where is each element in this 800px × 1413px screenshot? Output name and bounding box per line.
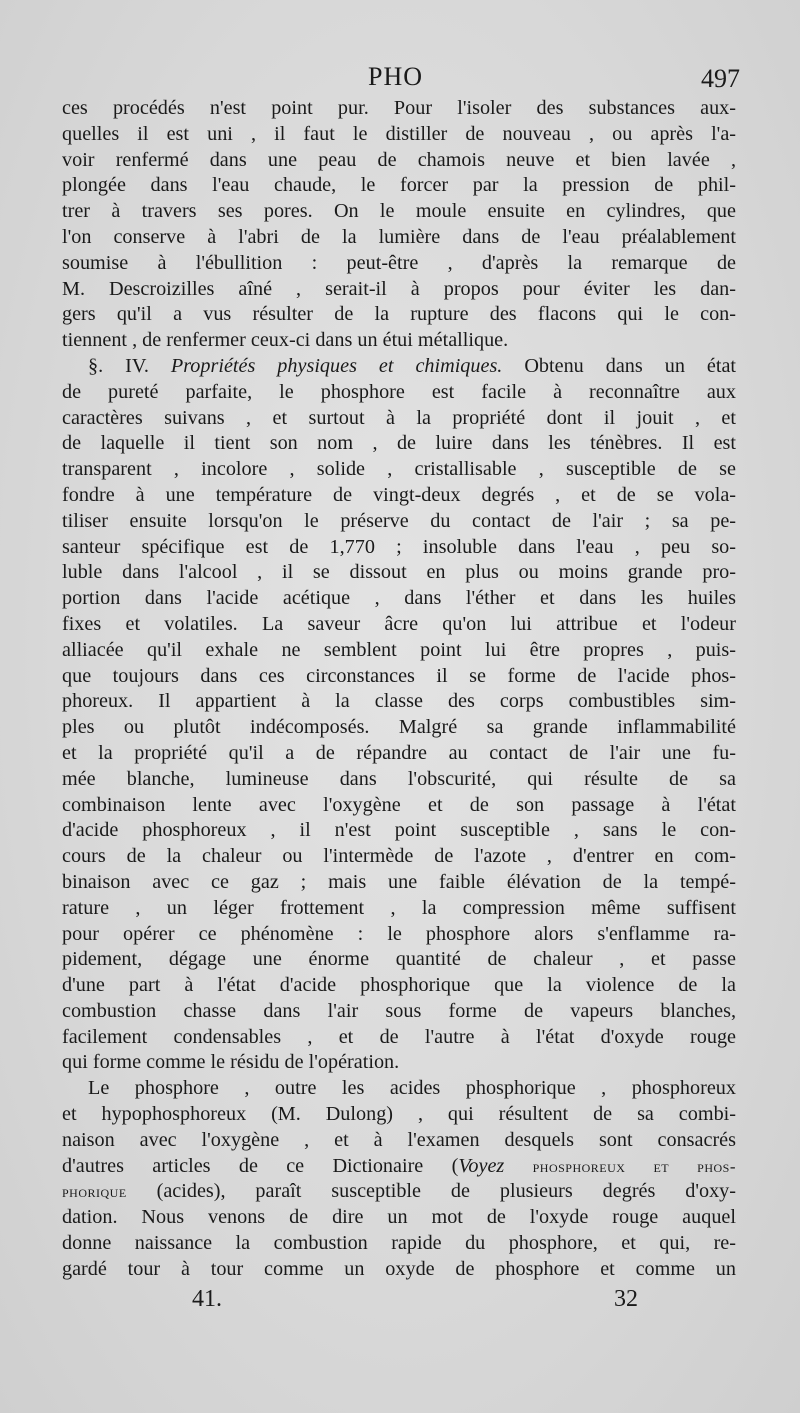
signature-mark-right: 32 — [614, 1286, 638, 1312]
text-line: binaison avec ce gaz ; mais une faible élévation de la tempé- — [62, 870, 736, 893]
text-line: portion dans l'acide acétique , dans l'éther et dans les huiles — [62, 587, 736, 610]
text-line: combustion chasse dans l'air sous forme de vapeurs blanches, — [62, 999, 736, 1022]
text-line: M. Descroizilles aîné , serait-il à propos pour éviter les dan- — [62, 277, 736, 300]
text-line: pidement, dégage une énorme quantité de chaleur , et passe — [62, 948, 736, 971]
running-head-title: PHO — [368, 62, 424, 91]
text-line: dation. Nous venons de dire un mot de l'oxyde rouge auquel — [62, 1206, 736, 1229]
section-heading-line — [62, 354, 736, 380]
text-line: quelles il est uni , il faut le distiller de nouveau , ou après l'a- — [62, 122, 736, 145]
text-line: qui forme comme le résidu de l'opération. — [62, 1051, 400, 1074]
text-fragment: (acides), paraît susceptible de plusieurs degrés d'oxy- — [156, 1180, 736, 1203]
text-line: ces procédés n'est point pur. Pour l'isoler des substances aux- — [62, 97, 736, 119]
signature-marks — [0, 1286, 800, 1326]
text-line: facilement condensables , et de l'autre à l'état d'oxyde rouge — [62, 1025, 736, 1048]
text-line: caractères suivans , et surtout à la propriété dont il jouit , et — [62, 406, 736, 429]
text-line: gardé tour à tour comme un oxyde de phosphore et comme un — [62, 1257, 736, 1280]
text-line: Le phosphore , outre les acides phosphorique , phosphoreux — [88, 1077, 736, 1100]
running-head — [0, 62, 800, 96]
crossref-target: phosphoreux et phos- — [532, 1156, 736, 1176]
text-fragment: Obtenu dans un état — [524, 354, 736, 377]
signature-mark-left: 41. — [192, 1286, 222, 1312]
text-line: mée blanche, lumineuse dans l'obscurité, qui résulte de sa — [62, 767, 736, 790]
text-line: tiennent , de renfermer ceux-ci dans un étui métallique. — [62, 329, 509, 352]
text-line: tiliser ensuite lorsqu'on le préserve du contact de l'air ; sa pe- — [62, 509, 736, 532]
text-line: luble dans l'alcool , il se dissout en plus ou moins grande pro- — [62, 561, 736, 584]
text-line: rature , un léger frottement , la compression même suffisent — [62, 896, 736, 919]
text-line: et la propriété qu'il a de répandre au contact de l'air une fu- — [62, 741, 736, 764]
body-text — [62, 96, 736, 1283]
text-line: combinaison lente avec l'oxygène et de son passage à l'état — [62, 793, 736, 816]
text-line: cours de la chaleur ou l'intermède de l'azote , d'entrer en com- — [62, 845, 736, 868]
text-line: naison avec l'oxygène , et à l'examen desquels sont consacrés — [62, 1128, 736, 1151]
text-line: voir renfermé dans une peau de chamois neuve et bien lavée , — [62, 148, 736, 171]
text-line: transparent , incolore , solide , cristallisable , susceptible de se — [62, 458, 736, 481]
text-line: de laquelle il tient son nom , de luire dans les ténèbres. Il est — [62, 432, 736, 455]
text-line: soumise à l'ébullition : peut-être , d'après la remarque de — [62, 251, 736, 274]
section-heading: Propriétés physiques et chimiques. — [170, 354, 503, 377]
text-line: d'acide phosphoreux , il n'est point susceptible , sans le con- — [62, 819, 736, 842]
text-line: de pureté parfaite, le phosphore est facile à reconnaître aux — [62, 380, 736, 403]
section-marker: §. IV. — [88, 354, 149, 377]
page-number: 497 — [701, 64, 740, 93]
text-line: fixes et volatiles. La saveur âcre qu'on lui attribue et l'odeur — [62, 612, 736, 635]
text-line: et hypophosphoreux (M. Dulong) , qui résultent de sa combi- — [62, 1103, 736, 1126]
text-line: gers qu'il a vus résulter de la rupture des flacons qui le con- — [62, 303, 736, 326]
text-line: trer à travers ses pores. On le moule ensuite en cylindres, que — [62, 200, 736, 223]
text-line: alliacée qu'il exhale ne semblent point lui être propres , puis- — [62, 638, 736, 661]
text-line-with-crossref — [62, 1154, 736, 1180]
text-line: phoreux. Il appartient à la classe des corps combustibles sim- — [62, 690, 736, 713]
crossref-target: phorique — [62, 1182, 127, 1202]
text-line: que toujours dans ces circonstances il se forme de l'acide phos- — [62, 664, 736, 687]
text-line: l'on conserve à l'abri de la lumière dans de l'eau préalablement — [62, 225, 736, 248]
text-line: donne naissance la combustion rapide du phosphore, et qui, re- — [62, 1232, 736, 1255]
text-line: fondre à une température de vingt-deux degrés , et de se vola- — [62, 483, 736, 506]
text-line: d'une part à l'état d'acide phosphorique que la violence de la — [62, 974, 736, 997]
text-line: ples ou plutôt indécomposés. Malgré sa grande inflammabilité — [62, 716, 736, 739]
text-line: plongée dans l'eau chaude, le forcer par la pression de phil- — [62, 174, 736, 197]
crossref-voyez: Voyez — [458, 1154, 505, 1177]
text-line: pour opérer ce phénomène : le phosphore alors s'enflamme ra- — [62, 922, 736, 945]
text-line: santeur spécifique est de 1,770 ; insoluble dans l'eau , peu so- — [62, 535, 736, 558]
text-line-with-crossref — [62, 1179, 736, 1205]
text-fragment: d'autres articles de ce Dictionaire ( — [62, 1154, 459, 1177]
